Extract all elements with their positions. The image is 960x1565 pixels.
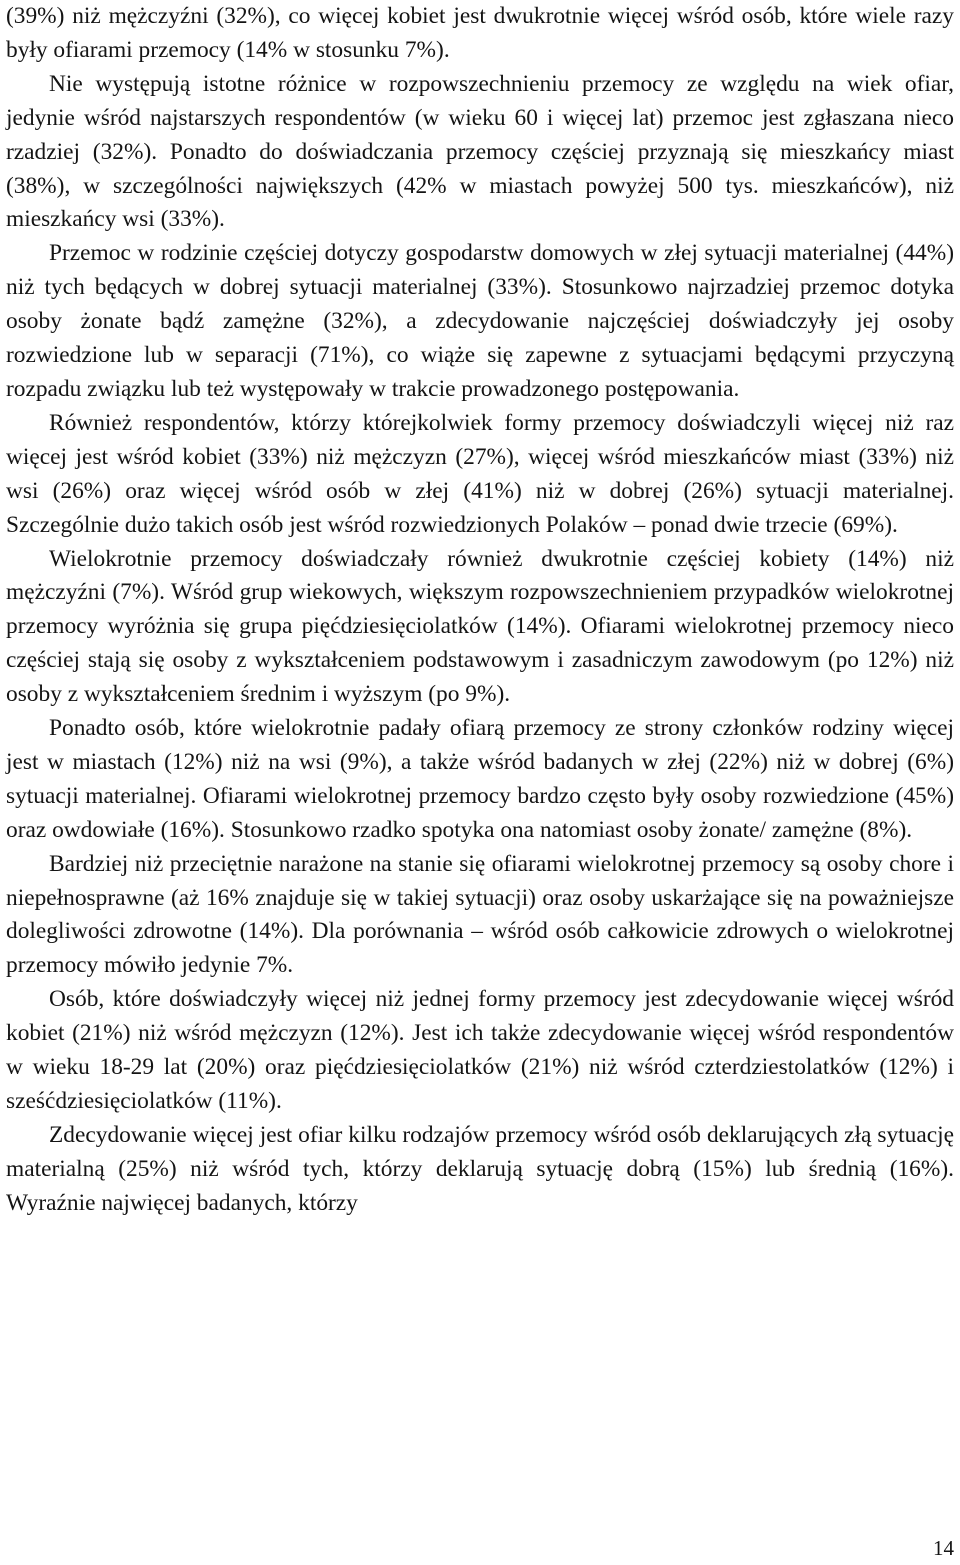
- paragraph-6: Ponadto osób, które wielokrotnie padały ofiarą przemocy ze strony członków rodziny więcej jest w miastach (12%) niż na wsi (9%), a także wśród badanych w złej (22%) niż w dobrej (6%) sytuacji materialnej. Ofiarami wielokrotnej przemocy bardzo często były osoby rozwiedzione (45%) oraz owdowiałe (16%). Stosunkowo rzadko spotyka ona natomiast osoby żonate/ zamężne (8%).: [6, 715, 954, 843]
- paragraph-2: Nie występują istotne różnice w rozpowszechnieniu przemocy ze względu na wiek ofiar, jedynie wśród najstarszych respondentów (w wieku 60 i więcej lat) przemoc jest zgłaszana nieco rzadziej (32%). Ponadto do doświadczania przemocy częściej przyznają się mieszkańcy miast (38%), w szczególności największych (42% w miastach powyżej 500 tys. mieszkańców), niż mieszkańcy wsi (33%).: [6, 70, 954, 233]
- page-number: 14: [933, 1536, 954, 1560]
- paragraph-5: Wielokrotnie przemocy doświadczały również dwukrotnie częściej kobiety (14%) niż mężczyźni (7%). Wśród grup wiekowych, większym rozpowszechnieniem przypadków wielokrotnej przemocy wyróżnia się grupa pięćdziesięciolatków (14%). Ofiarami wielokrotnej przemocy nieco częściej stają się osoby z wykształceniem podstawowym i zasadniczym zawodowym (po 12%) niż osoby z wykształceniem średnim i wyższym (po 9%).: [6, 545, 954, 708]
- paragraph-8: Osób, które doświadczyły więcej niż jednej formy przemocy jest zdecydowanie więcej wśród kobiet (21%) niż wśród mężczyzn (12%). Jest ich także zdecydowanie więcej wśród respondentów w wieku 18-29 lat (20%) oraz pięćdziesięciolatków (21%) niż wśród czterdziestolatków (12%) i sześćdziesięciolatków (11%).: [6, 986, 954, 1114]
- paragraph-9: Zdecydowanie więcej jest ofiar kilku rodzajów przemocy wśród osób deklarujących złą sytuację materialną (25%) niż wśród tych, którzy deklarują sytuację dobrą (15%) lub średnią (16%). Wyraźnie najwięcej badanych, którzy: [6, 1121, 954, 1216]
- paragraph-3: Przemoc w rodzinie częściej dotyczy gospodarstw domowych w złej sytuacji materialnej (44%) niż tych będących w dobrej sytuacji materialnej (33%). Stosunkowo najrzadziej przemoc dotyka osoby żonate bądź zamężne (32%), a zdecydowanie najczęściej doświadczyły jej osoby rozwiedzione lub w separacji (71%), co wiąże się zapewne z sytuacjami będącymi przyczyną rozpadu związku lub też występowały w trakcie prowadzonego postępowania.: [6, 240, 954, 402]
- paragraph-1: (39%) niż mężczyźni (32%), co więcej kobiet jest dwukrotnie więcej wśród osób, które wiele razy były ofiarami przemocy (14% w stosunku 7%).: [6, 3, 954, 63]
- paragraph-4: Również respondentów, którzy którejkolwiek formy przemocy doświadczyli więcej niż raz więcej jest wśród kobiet (33%) niż mężczyzn (27%), więcej wśród mieszkańców miast (33%) niż wsi (26%) oraz więcej wśród osób w złej (41%) niż w dobrej (26%) sytuacji materialnej. Szczególnie dużo takich osób jest wśród rozwiedzionych Polaków – ponad dwie trzecie (69%).: [6, 409, 954, 538]
- document-page: [6, 0, 954, 1221]
- paragraph-7: Bardziej niż przeciętnie narażone na stanie się ofiarami wielokrotnej przemocy są osoby chore i niepełnosprawne (aż 16% znajduje się w takiej sytuacji) oraz osoby uskarżające się na poważniejsze dolegliwości zdrowotne (14%). Dla porównania – wśród osób całkowicie zdrowych o wielokrotnej przemocy mówiło jedynie 7%.: [6, 850, 954, 979]
